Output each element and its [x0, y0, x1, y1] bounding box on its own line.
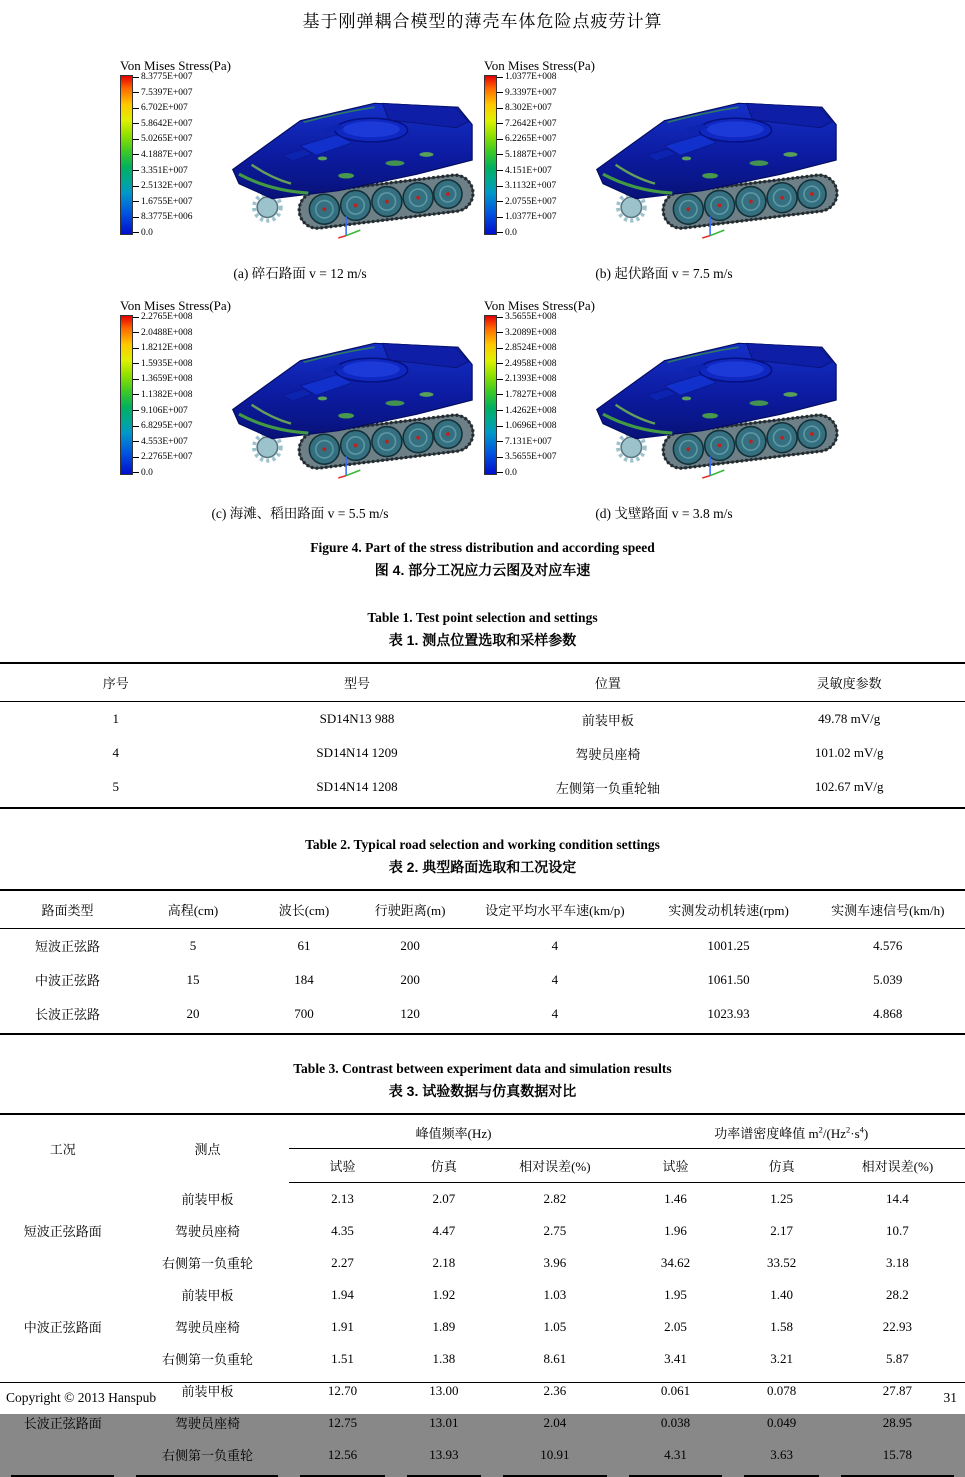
table2-header: 实测车速信号(km/h) — [811, 890, 965, 929]
legend-entry: 3.2089E+008 — [497, 328, 557, 338]
table3-bottom-rule — [0, 1471, 965, 1477]
stress-colorbar — [120, 75, 133, 235]
legend-tick — [133, 457, 139, 458]
legend-tick — [497, 317, 503, 318]
legend-entry: 8.3775E+007 — [133, 72, 193, 82]
panel-caption-b: (b) 起伏路面 v = 7.5 m/s — [595, 266, 733, 281]
legend-entry: 2.5132E+007 — [133, 181, 193, 191]
legend-tick — [497, 139, 503, 140]
stress-colorbar — [484, 315, 497, 475]
table2-header-row — [0, 890, 965, 929]
legend-entry: 1.8212E+008 — [133, 343, 193, 353]
table-row: 5 SD14N14 1208 左侧第一负重轮轴 102.67 mV/g — [0, 770, 965, 808]
legend-entry: 0.0 — [497, 468, 557, 478]
legend-entry: 9.3397E+007 — [497, 88, 557, 98]
table-row: 1 SD14N13 988 前装甲板 49.78 mV/g — [112, 711, 881, 728]
legend-tick — [497, 394, 503, 395]
table1-header: 位置 — [482, 663, 733, 702]
legend-tick — [497, 154, 503, 155]
figure-panel-b — [482, 56, 846, 260]
table-row: 长波正弦路 20 700 120 4 1023.93 4.868 — [0, 997, 965, 1035]
legend-tick — [497, 108, 503, 109]
legend-tick — [133, 139, 139, 140]
vehicle-stress-contour-graphic — [592, 64, 844, 256]
legend-tick — [497, 472, 503, 473]
legend-tick — [497, 410, 503, 411]
legend-tick — [133, 441, 139, 442]
legend-tick — [133, 232, 139, 233]
table-row: 短波正弦路面 前装甲板 2.13 2.07 2.82 1.46 1.25 14.4 — [0, 1183, 965, 1215]
table-row: 中波正弦路 15 184 200 4 1061.50 5.039 — [35, 971, 903, 988]
table-row: 右侧第一负重轮 1.51 1.38 8.61 3.41 3.21 5.87 — [161, 1350, 909, 1367]
legend-entry: 2.0488E+008 — [133, 328, 193, 338]
legend-entry: 4.1887E+007 — [133, 150, 193, 160]
condition-label: 短波正弦路面 — [23, 1224, 102, 1239]
legend-tick — [497, 363, 503, 364]
legend-tick — [497, 92, 503, 93]
table2-header: 路面类型 — [0, 890, 135, 929]
table3-group-peak-frequency: 峰值频率(Hz) — [289, 1114, 617, 1149]
vehicle-stress-contour-graphic — [228, 64, 480, 256]
table3-header-condition: 工况 — [0, 1114, 125, 1183]
legend-tick — [133, 410, 139, 411]
legend-entry: 2.4958E+008 — [497, 359, 557, 369]
legend-tick — [133, 426, 139, 427]
table2-caption-en: Table 2. Typical road selection and working condition settings — [305, 836, 660, 852]
legend-entry: 8.3775E+006 — [133, 212, 193, 222]
legend-entry: 3.5655E+007 — [497, 452, 557, 462]
legend-tick — [133, 379, 139, 380]
legend-entry: 1.3659E+008 — [133, 374, 193, 384]
legend-tick — [133, 394, 139, 395]
footer-copyright: Copyright © 2013 Hanspub — [6, 1390, 157, 1405]
table1-header: 序号 — [0, 663, 232, 702]
legend-title: Von Mises Stress(Pa) — [120, 298, 231, 313]
table-row: 驾驶员座椅 1.91 1.89 1.05 2.05 1.58 22.93 — [174, 1318, 913, 1335]
legend-tick — [133, 363, 139, 364]
legend-entry: 1.0696E+008 — [497, 421, 557, 431]
legend-tick — [133, 317, 139, 318]
table3-caption-en: Table 3. Contrast between experiment data and simulation results — [293, 1061, 672, 1076]
figure4-caption-zh: 图 4. 部分工况应力云图及对应车速 — [374, 562, 591, 578]
legend-entry: 7.2642E+007 — [497, 119, 557, 129]
legend-tick — [497, 232, 503, 233]
table3-header-point: 测点 — [125, 1114, 289, 1183]
vehicle-stress-contour-graphic — [592, 304, 844, 496]
legend-tick — [133, 92, 139, 93]
stress-colorbar — [120, 315, 133, 475]
legend-tick — [497, 201, 503, 202]
legend-title: Von Mises Stress(Pa) — [120, 58, 231, 73]
table1-caption-en: Table 1. Test point selection and settings — [367, 610, 598, 625]
table2-header: 设定平均水平车速(km/p) — [463, 890, 646, 929]
legend-entry: 7.131E+007 — [497, 437, 557, 447]
legend-entry: 3.5655E+008 — [497, 312, 557, 322]
legend-tick — [133, 170, 139, 171]
legend-title: Von Mises Stress(Pa) — [484, 58, 595, 73]
legend-entry: 2.0755E+007 — [497, 197, 557, 207]
table3 — [0, 1113, 965, 1477]
stress-legend-d — [484, 298, 610, 478]
legend-tick — [133, 201, 139, 202]
legend-entry: 2.2765E+008 — [133, 312, 193, 322]
legend-tick — [497, 186, 503, 187]
legend-entry: 0.0 — [133, 468, 193, 478]
stress-legend-c — [120, 298, 246, 478]
vehicle-stress-contour-graphic — [228, 304, 480, 496]
legend-entry: 5.1887E+007 — [497, 150, 557, 160]
condition-label: 长波正弦路面 — [23, 1416, 102, 1431]
table3-caption-zh: 表 3. 试验数据与仿真数据对比 — [388, 1083, 577, 1099]
legend-entry: 1.7827E+008 — [497, 390, 557, 400]
legend-entry: 2.1393E+008 — [497, 374, 557, 384]
page-title: 基于刚弹耦合模型的薄壳车体危险点疲劳计算 — [302, 12, 663, 31]
legend-tick — [133, 217, 139, 218]
legend-entry: 1.6755E+007 — [133, 197, 193, 207]
legend-tick — [497, 426, 503, 427]
legend-entry: 6.8295E+007 — [133, 421, 193, 431]
legend-tick — [133, 472, 139, 473]
table-row: 短波正弦路 5 61 200 4 1001.25 4.576 — [35, 937, 903, 954]
table2 — [0, 889, 965, 1036]
legend-entry: 8.302E+007 — [497, 103, 557, 113]
legend-tick — [497, 332, 503, 333]
legend-entry: 1.5935E+008 — [133, 359, 193, 369]
legend-tick — [497, 379, 503, 380]
table1 — [0, 662, 965, 809]
table3-group-psd-peak: 功率谱密度峰值 $m^2/(Hz^2\cdot s^4)$ — [618, 1114, 965, 1149]
table-row: 长波正弦路面 前装甲板 12.70 13.00 2.36 0.061 0.078 27.87 — [0, 1375, 965, 1407]
legend-tick — [133, 108, 139, 109]
legend-tick — [133, 348, 139, 349]
figure4-caption-en: Figure 4. Part of the stress distribution and according speed — [310, 540, 655, 555]
table2-caption-zh: 表 2. 典型路面选取和工况设定 — [388, 858, 577, 875]
condition-label: 中波正弦路面 — [23, 1320, 102, 1335]
legend-entry: 1.4262E+008 — [497, 406, 557, 416]
legend-title: Von Mises Stress(Pa) — [484, 298, 595, 313]
legend-tick — [497, 348, 503, 349]
legend-tick — [497, 123, 503, 124]
legend-tick — [497, 77, 503, 78]
legend-tick — [497, 170, 503, 171]
table2-header: 行驶距离(m) — [357, 890, 463, 929]
table3-group-header-row — [0, 1114, 965, 1149]
table3-subheader-row: 试验 仿真 相对误差(%) 试验 仿真 相对误差(%) — [0, 1149, 965, 1183]
table1-header: 型号 — [232, 663, 483, 702]
table-row: 驾驶员座椅 4.35 4.47 2.75 1.96 2.17 10.7 — [174, 1222, 909, 1239]
legend-entry: 2.2765E+007 — [133, 452, 193, 462]
legend-tick — [133, 77, 139, 78]
legend-tick — [133, 186, 139, 187]
legend-entry: 7.5397E+007 — [133, 88, 193, 98]
stress-legend-a — [120, 58, 246, 238]
panel-caption-c: (c) 海滩、稻田路面 v = 5.5 m/s — [211, 506, 389, 521]
legend-entry: 0.0 — [497, 228, 557, 238]
figure4 — [118, 56, 850, 522]
table-row: 4 SD14N14 1209 驾驶员座椅 101.02 mV/g — [112, 745, 884, 762]
legend-entry: 6.702E+007 — [133, 103, 193, 113]
stress-legend-b — [484, 58, 610, 238]
stress-colorbar — [484, 75, 497, 235]
legend-entry: 2.8524E+008 — [497, 343, 557, 353]
table2-header: 实测发动机转速(rpm) — [647, 890, 811, 929]
legend-entry: 1.0377E+008 — [497, 72, 557, 82]
figure-panel-c — [118, 296, 482, 500]
legend-entry: 3.1132E+007 — [497, 181, 557, 191]
legend-entry: 9.106E+007 — [133, 406, 193, 416]
footer-page-number: 31 — [943, 1390, 957, 1405]
figure-panel-d — [482, 296, 846, 500]
legend-tick — [497, 457, 503, 458]
table2-header: 波长(cm) — [251, 890, 357, 929]
legend-tick — [133, 332, 139, 333]
legend-entry: 1.1382E+008 — [133, 390, 193, 400]
table2-header: 高程(cm) — [135, 890, 251, 929]
panel-caption-a: (a) 碎石路面 v = 12 m/s — [233, 266, 367, 281]
legend-entry: 4.553E+007 — [133, 437, 193, 447]
panel-caption-d: (d) 戈壁路面 v = 3.8 m/s — [595, 506, 733, 521]
table1-header: 灵敏度参数 — [733, 663, 965, 702]
legend-entry: 5.0265E+007 — [133, 134, 193, 144]
legend-entry: 5.8642E+007 — [133, 119, 193, 129]
legend-entry: 1.0377E+007 — [497, 212, 557, 222]
table1-header-row — [0, 663, 965, 702]
legend-tick — [133, 123, 139, 124]
legend-entry: 4.151E+007 — [497, 166, 557, 176]
legend-entry: 6.2265E+007 — [497, 134, 557, 144]
table-row: 中波正弦路面 前装甲板 1.94 1.92 1.03 1.95 1.40 28.2 — [0, 1279, 965, 1311]
table1-caption-zh: 表 1. 测点位置选取和采样参数 — [388, 632, 577, 648]
table-row: 驾驶员座椅 12.75 13.01 2.04 0.038 0.049 28.95 — [174, 1414, 913, 1431]
page-footer — [0, 1382, 965, 1406]
legend-tick — [133, 154, 139, 155]
legend-entry: 3.351E+007 — [133, 166, 193, 176]
figure-panel-a — [118, 56, 482, 260]
legend-tick — [497, 441, 503, 442]
legend-tick — [497, 217, 503, 218]
table-row: 右侧第一负重轮 12.56 13.93 10.91 4.31 3.63 15.78 — [161, 1446, 913, 1463]
legend-entry: 0.0 — [133, 228, 193, 238]
table-row: 右侧第一负重轮 2.27 2.18 3.96 34.62 33.52 3.18 — [161, 1254, 909, 1271]
